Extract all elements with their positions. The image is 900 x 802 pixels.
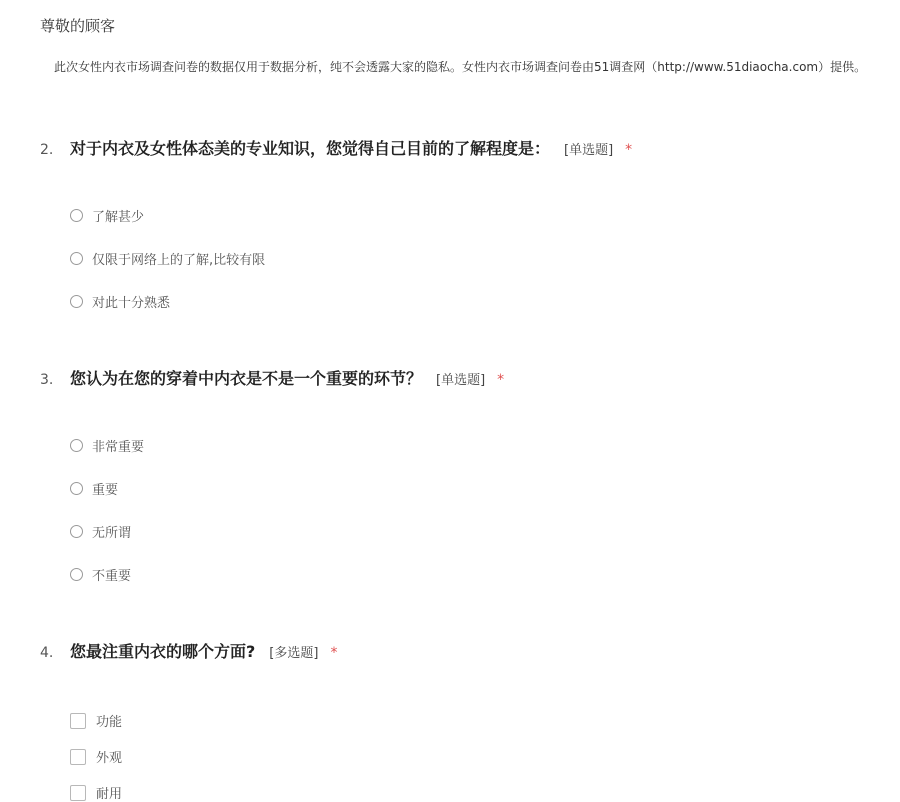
option-radio[interactable] [70, 479, 118, 498]
option-radio[interactable] [70, 206, 144, 225]
checkbox-icon[interactable] [70, 785, 86, 801]
required-marker: * [625, 142, 633, 158]
question-text: 您最注重内衣的哪个方面? [70, 642, 256, 661]
option-radio[interactable] [70, 249, 265, 268]
question-title [40, 136, 880, 160]
question-type-badge: [多选题] [269, 646, 319, 661]
question-number: 2. [40, 142, 54, 158]
question-title [40, 366, 880, 390]
radio-circle-icon[interactable] [70, 295, 83, 308]
option-label: 无所谓 [92, 526, 132, 541]
question-text: 您认为在您的穿着中内衣是不是一个重要的环节？ [70, 369, 423, 388]
option-label: 重要 [92, 483, 119, 498]
question-2 [40, 136, 880, 311]
required-marker: * [497, 372, 505, 388]
question-type-badge: [单选题] [564, 143, 614, 158]
radio-circle-icon[interactable] [70, 525, 83, 538]
option-checkbox[interactable] [70, 747, 122, 766]
option-radio[interactable] [70, 565, 131, 584]
option-label: 了解甚少 [92, 210, 145, 225]
radio-circle-icon[interactable] [70, 252, 83, 265]
option-label: 耐用 [96, 787, 123, 802]
question-text: 对于内衣及女性体态美的专业知识，您觉得自己目前的了解程度是： [70, 139, 551, 158]
question-4 [40, 639, 880, 802]
question-number: 4. [40, 645, 54, 661]
intro-text: 此次女性内衣市场调查问卷的数据仅用于数据分析，纯不会透露大家的隐私。女性内衣市场调查问卷由51调查网（http://www.51diaocha.com）提供。 [54, 60, 867, 74]
radio-circle-icon[interactable] [70, 209, 83, 222]
option-label: 外观 [96, 751, 123, 766]
option-label: 非常重要 [92, 440, 145, 455]
option-label: 功能 [96, 715, 123, 730]
question-title [40, 639, 880, 663]
required-marker: * [330, 645, 338, 661]
radio-circle-icon[interactable] [70, 482, 83, 495]
greeting-title: 尊敬的顾客 [40, 17, 116, 35]
option-label: 不重要 [92, 569, 132, 584]
option-radio[interactable] [70, 522, 131, 541]
checkbox-icon[interactable] [70, 713, 86, 729]
option-label: 对此十分熟悉 [92, 296, 171, 311]
option-checkbox[interactable] [70, 783, 122, 802]
radio-circle-icon[interactable] [70, 439, 83, 452]
option-checkbox[interactable] [70, 711, 122, 730]
question-number: 3. [40, 372, 54, 388]
option-label: 仅限于网络上的了解,比较有限 [92, 253, 266, 268]
question-3 [40, 366, 880, 584]
option-radio[interactable] [70, 292, 170, 311]
question-type-badge: [单选题] [436, 373, 486, 388]
radio-circle-icon[interactable] [70, 568, 83, 581]
checkbox-icon[interactable] [70, 749, 86, 765]
option-radio[interactable] [70, 436, 144, 455]
